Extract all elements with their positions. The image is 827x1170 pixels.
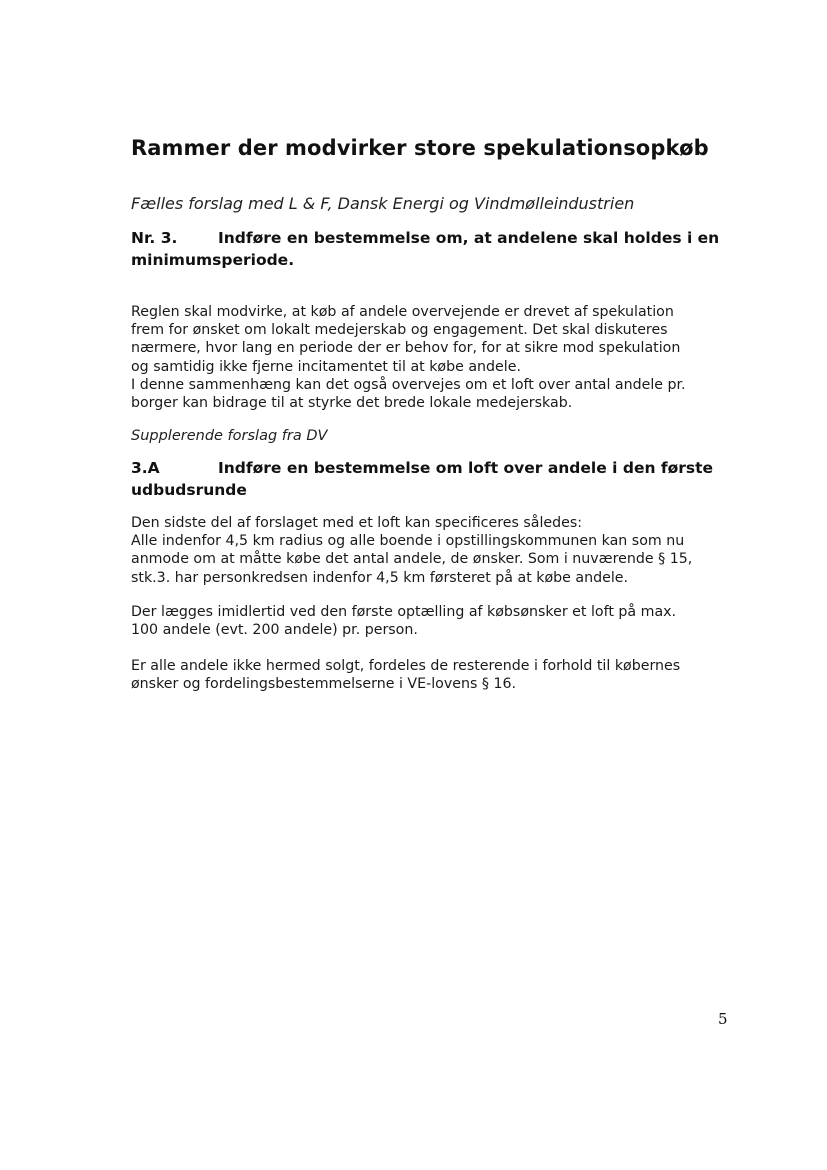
paragraph-line: borger kan bidrage til at styrke det brede lokale medejerskab. bbox=[131, 395, 573, 412]
paragraph-nr3 bbox=[131, 303, 731, 412]
paragraph-line: Den sidste del af forslaget med et loft kan specificeres således: bbox=[131, 515, 583, 531]
paragraph-line: nærmere, hvor lang en periode der er behov for, for at sikre mod spekulation bbox=[131, 340, 681, 357]
paragraph-line: 100 andele (evt. 200 andele) pr. person. bbox=[131, 622, 418, 639]
paragraph-line: I denne sammenhæng kan det også overvejes om et loft over antal andele pr. bbox=[131, 376, 686, 393]
section-heading-line: udbudsrunde bbox=[131, 481, 247, 499]
section-heading-nr3 bbox=[131, 227, 731, 271]
paragraph-line: anmode om at måtte købe det antal andele, de ønsker. Som i nuværende § 15, bbox=[131, 551, 693, 568]
paragraph-line: ønsker og fordelingsbestemmelserne i VE-lovens § 16. bbox=[131, 676, 517, 693]
section-heading-line: minimumsperiode. bbox=[131, 251, 295, 269]
paragraph-3a-2 bbox=[131, 603, 731, 639]
document-title: Rammer der modvirker store spekulationsopkøb bbox=[131, 136, 709, 160]
document-subtitle: Fælles forslag med L & F, Dansk Energi og Vindmølleindustrien bbox=[131, 194, 635, 213]
supplement-label: Supplerende forslag fra DV bbox=[131, 428, 328, 444]
section-number: Nr. 3. bbox=[131, 229, 178, 247]
section-heading-line: Indføre en bestemmelse om, at andelene skal holdes i en bbox=[218, 229, 720, 247]
paragraph-line: og samtidig ikke fjerne incitamentet til at købe andele. bbox=[131, 358, 521, 375]
paragraph-line: Reglen skal modvirke, at køb af andele overvejende er drevet af spekulation bbox=[131, 304, 674, 320]
section-number: 3.A bbox=[131, 459, 160, 477]
page-number: 5 bbox=[718, 1010, 728, 1028]
section-heading-3a bbox=[131, 457, 731, 501]
paragraph-line: Der lægges imidlertid ved den første optælling af købsønsker et loft på max. bbox=[131, 604, 677, 620]
paragraph-line: Alle indenfor 4,5 km radius og alle boende i opstillingskommunen kan som nu bbox=[131, 533, 685, 550]
paragraph-3a-3 bbox=[131, 657, 731, 693]
paragraph-line: Er alle andele ikke hermed solgt, fordeles de resterende i forhold til købernes bbox=[131, 658, 681, 674]
paragraph-line: stk.3. har personkredsen indenfor 4,5 km førsteret på at købe andele. bbox=[131, 569, 629, 586]
paragraph-3a-1 bbox=[131, 514, 731, 587]
section-heading-line: Indføre en bestemmelse om loft over andele i den første bbox=[218, 459, 714, 477]
paragraph-line: frem for ønsket om lokalt medejerskab og engagement. Det skal diskuteres bbox=[131, 322, 668, 339]
